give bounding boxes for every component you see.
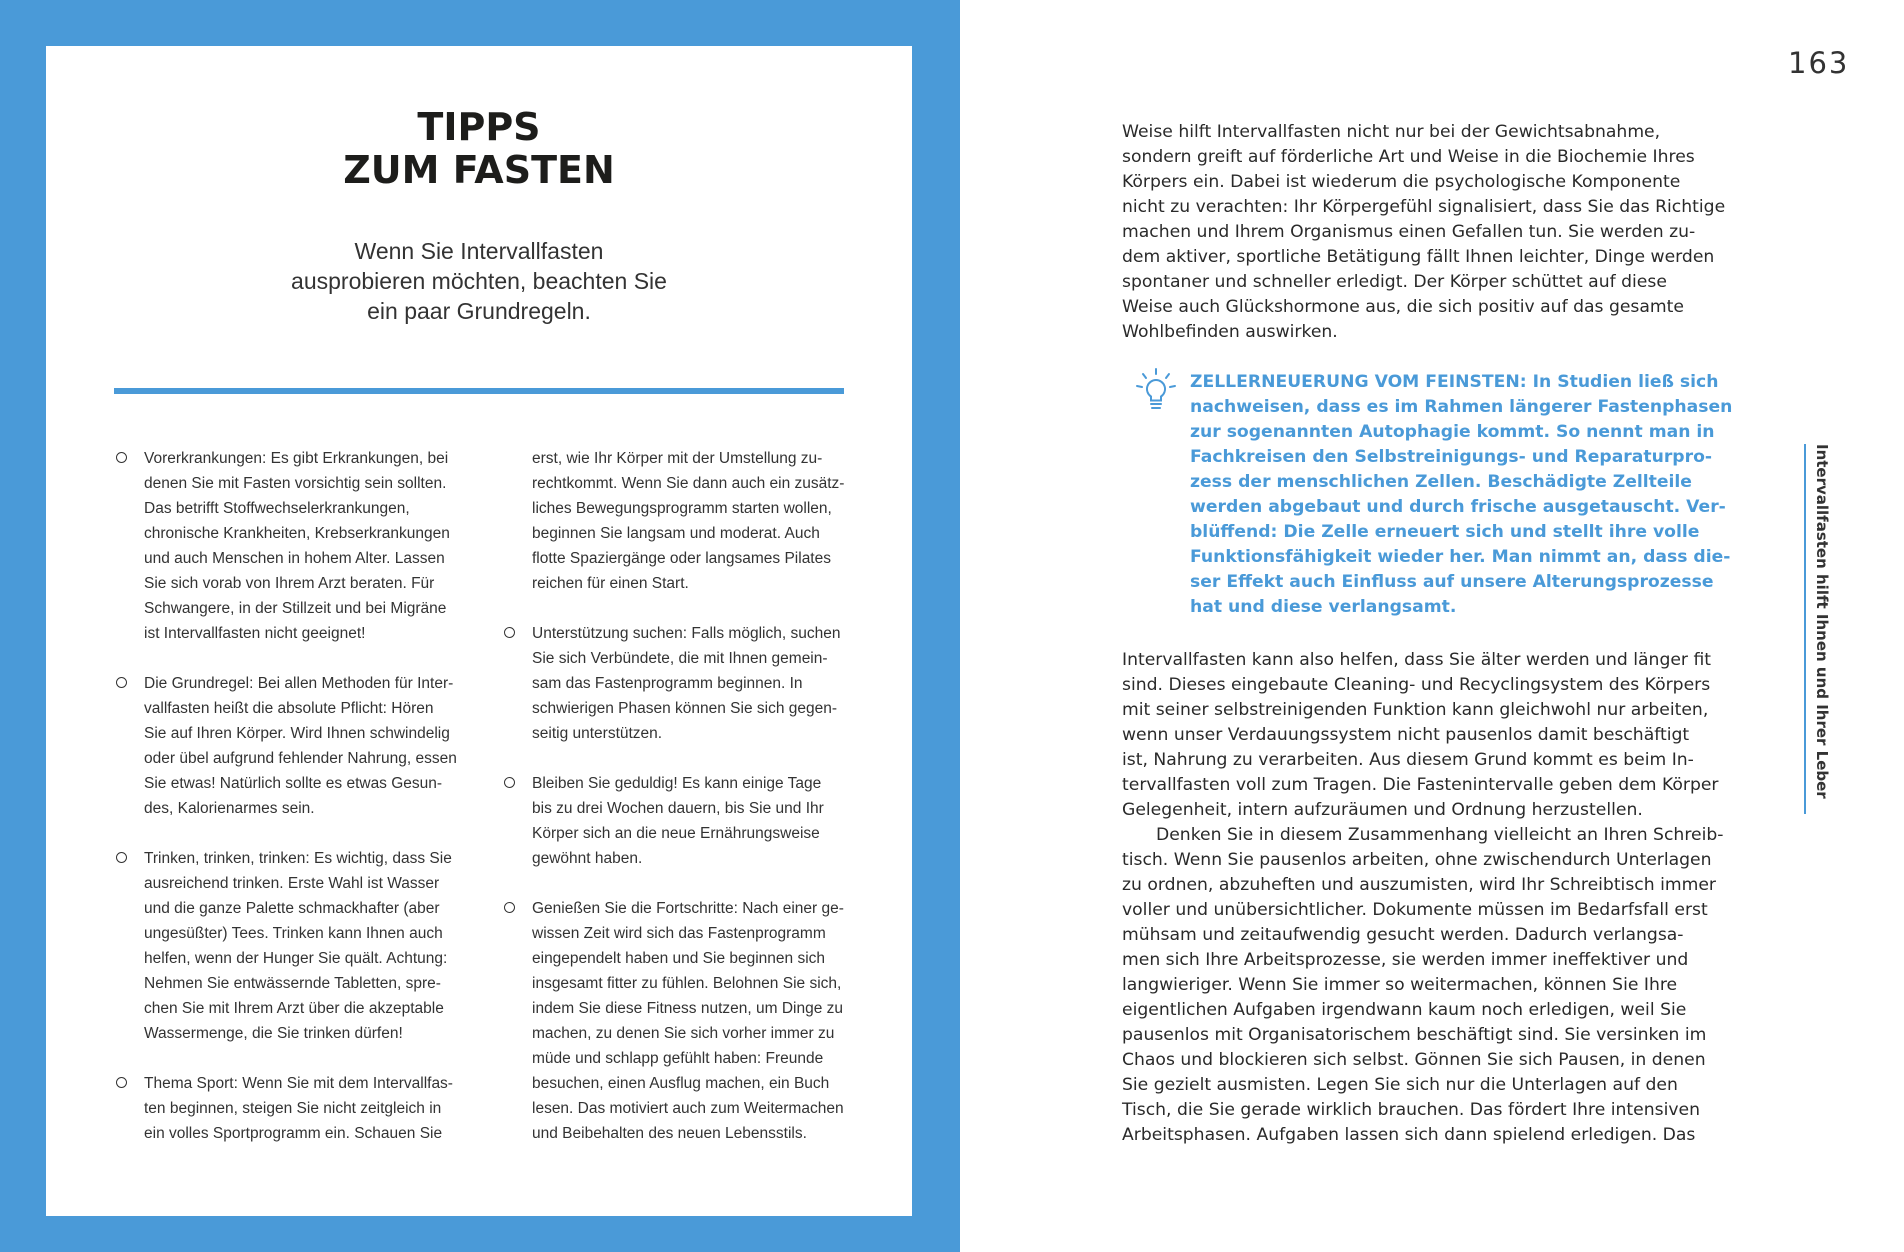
text-line: Weise auch Glückshormone aus, die sich positiv auf das gesamte [1122, 297, 1684, 317]
text-line: ZELLERNEUERUNG VOM FEINSTEN: In Studien ließ sich [1190, 372, 1719, 392]
tip-item [504, 896, 866, 1146]
text-line: ungesüßter) Tees. Trinken kann Ihnen auch [144, 925, 443, 942]
text-line: helfen, wenn der Hunger Sie quält. Achtung: [144, 950, 448, 967]
text-line: mühsam und zeitaufwendig gesucht werden. Dadurch verlangsa- [1122, 925, 1684, 945]
text-line: Körper sich an die neue Ernährungsweise [532, 825, 820, 842]
tips-column-1 [116, 446, 478, 1171]
text-line: und Beibehalten des neuen Lebensstils. [532, 1125, 807, 1142]
text-line: Schwangere, in der Stillzeit und bei Migräne [144, 600, 447, 617]
circle-bullet-icon [116, 452, 127, 463]
tip-item [116, 1071, 478, 1146]
text-line: sind. Dieses eingebaute Cleaning- und Recyclingsystem des Körpers [1122, 675, 1711, 695]
text-line: indem Sie diese Fitness nutzen, um Dinge zu [532, 1000, 844, 1017]
body-paragraph-2 [1122, 648, 1762, 1148]
text-line: zess der menschlichen Zellen. Beschädigte Zellteile [1190, 472, 1692, 492]
tips-intro-line: Wenn Sie Intervallfasten [354, 238, 604, 264]
side-header [1808, 444, 1832, 814]
text-line: Sie etwas! Natürlich sollte es etwas Gesun- [144, 775, 443, 792]
tip-item-continuation [504, 446, 866, 596]
tip-item [116, 446, 478, 646]
text-line: seitig unterstützen. [532, 725, 663, 742]
text-line: oder übel aufgrund fehlender Nahrung, essen [144, 750, 457, 767]
text-line: Funktionsfähigkeit wieder her. Man nimmt an, dass die- [1190, 547, 1731, 567]
text-line: sam das Fastenprogramm beginnen. In [532, 675, 803, 692]
text-line: Intervallfasten kann also helfen, dass Sie älter werden und länger fit [1122, 650, 1712, 670]
text-line: Wohlbefinden auswirken. [1122, 322, 1338, 342]
tips-title [46, 106, 912, 192]
text-line: Arbeitsphasen. Aufgaben lassen sich dann spielend erledigen. Das [1122, 1125, 1696, 1145]
tips-intro-line: ausprobieren möchten, beachten Sie [291, 268, 667, 294]
text-line: Chaos und blockieren sich selbst. Gönnen Sie sich Pausen, in denen [1122, 1050, 1706, 1070]
text-line: erst, wie Ihr Körper mit der Umstellung zu- [532, 450, 823, 467]
tip-item [116, 671, 478, 821]
text-line: wissen Zeit wird sich das Fastenprogramm [532, 925, 826, 942]
text-line: machen, zu denen Sie sich vorher immer zu [532, 1025, 835, 1042]
text-line: des, Kalorienarmes sein. [144, 800, 315, 817]
text-line: Fachkreisen den Selbstreinigungs- und Reparaturpro- [1190, 447, 1713, 467]
text-line: Bleiben Sie geduldig! Es kann einige Tage [532, 775, 822, 792]
tip-item [116, 846, 478, 1046]
text-line: besuchen, einen Ausflug machen, ein Buch [532, 1075, 830, 1092]
tip-item [504, 621, 866, 746]
text-line: reichen für einen Start. [532, 575, 689, 592]
text-line: nachweisen, dass es im Rahmen längerer Fastenphasen [1190, 397, 1733, 417]
tips-column-2 [504, 446, 866, 1171]
side-header-text: Intervallfasten hilft Ihnen und Ihrer Leber [1813, 444, 1831, 799]
text-line: eigentlichen Aufgaben irgendwann kaum noch erledigen, weil Sie [1122, 1000, 1687, 1020]
text-line: bis zu drei Wochen dauern, bis Sie und Ihr [532, 800, 824, 817]
text-line: mit seiner selbstreinigenden Funktion kann gleichwohl nur arbeiten, [1122, 700, 1709, 720]
tips-title-line: ZUM FASTEN [343, 148, 615, 192]
tips-intro [246, 236, 712, 326]
text-line: Gelegenheit, intern aufzuräumen und Ordnung herzustellen. [1122, 800, 1643, 820]
text-line: men sich Ihre Arbeitsprozesse, sie werden immer ineffektiver und [1122, 950, 1689, 970]
text-line: chronische Krankheiten, Krebserkrankungen [144, 525, 450, 542]
text-line: ist, Nahrung zu verarbeiten. Aus diesem Grund kommt es beim In- [1122, 750, 1694, 770]
text-line: und die ganze Palette schmackhafter (aber [144, 900, 440, 917]
text-line: beginnen Sie langsam und moderat. Auch [532, 525, 820, 542]
text-line: Sie sich Verbündete, die mit Ihnen gemein- [532, 650, 828, 667]
text-line: blüffend: Die Zelle erneuert sich und stellt ihre volle [1190, 522, 1700, 542]
text-line: Sie gezielt ausmisten. Legen Sie sich nur die Unterlagen auf den [1122, 1075, 1678, 1095]
circle-bullet-icon [504, 627, 515, 638]
tips-intro-line: ein paar Grundregeln. [367, 298, 591, 324]
text-line: Sie sich vorab von Ihrem Arzt beraten. Für [144, 575, 435, 592]
circle-bullet-icon [116, 677, 127, 688]
text-line: chen Sie mit Ihrem Arzt über die akzeptable [144, 1000, 444, 1017]
text-line: langwieriger. Wenn Sie immer so weitermachen, können Sie Ihre [1122, 975, 1678, 995]
text-line: zu ordnen, abzuheften und auszumisten, wird Ihr Schreibtisch immer [1122, 875, 1717, 895]
tip-item [504, 771, 866, 871]
side-rule [1804, 444, 1806, 814]
text-line: vallfasten heißt die absolute Pflicht: Hören [144, 700, 434, 717]
circle-bullet-icon [504, 902, 515, 913]
text-line: sondern greift auf förderliche Art und Weise in die Biochemie Ihres [1122, 147, 1695, 167]
text-line: spontaner und schneller erledigt. Der Körper schüttet auf diese [1122, 272, 1667, 292]
text-line: Trinken, trinken, trinken: Es wichtig, dass Sie [144, 850, 452, 867]
text-line: lesen. Das motiviert auch zum Weitermachen [532, 1100, 844, 1117]
text-line: flotte Spaziergänge oder langsames Pilates [532, 550, 831, 567]
text-line: Denken Sie in diesem Zusammenhang vielleicht an Ihren Schreib- [1156, 825, 1724, 845]
text-line: und auch Menschen in hohem Alter. Lassen [144, 550, 445, 567]
text-line: zur sogenannten Autophagie kommt. So nennt man in [1190, 422, 1715, 442]
text-line: Thema Sport: Wenn Sie mit dem Intervallfas- [144, 1075, 453, 1092]
text-line: Sie auf Ihren Körper. Wird Ihnen schwindelig [144, 725, 450, 742]
text-line: rechtkommt. Wenn Sie dann auch ein zusätz- [532, 475, 845, 492]
tips-box [46, 46, 912, 1216]
text-line: Genießen Sie die Fortschritte: Nach einer ge- [532, 900, 844, 917]
text-line: Tisch, die Sie gerade wirklich brauchen. Das fördert Ihre intensiven [1122, 1100, 1700, 1120]
text-line: pausenlos mit Organisatorischem beschäftigt sind. Sie versinken im [1122, 1025, 1707, 1045]
text-line: gewöhnt haben. [532, 850, 643, 867]
body-paragraph-1 [1122, 120, 1762, 345]
text-line: Nehmen Sie entwässernde Tabletten, spre- [144, 975, 441, 992]
text-line: Körpers ein. Dabei ist wiederum die psychologische Komponente [1122, 172, 1681, 192]
circle-bullet-icon [504, 777, 515, 788]
text-line: nicht zu verachten: Ihr Körpergefühl signalisiert, dass Sie das Richtige [1122, 197, 1726, 217]
text-line: ist Intervallfasten nicht geeignet! [144, 625, 366, 642]
text-line: insgesamt fitter zu fühlen. Belohnen Sie sich, [532, 975, 842, 992]
text-line: machen und Ihrem Organismus einen Gefallen tun. Sie werden zu- [1122, 222, 1696, 242]
tips-title-line: TIPPS [417, 105, 541, 149]
text-line: schwierigen Phasen können Sie sich gegen- [532, 700, 838, 717]
text-line: tervallfasten voll zum Tragen. Die Fastenintervalle geben dem Körper [1122, 775, 1719, 795]
blue-divider [114, 388, 844, 394]
text-line: dem aktiver, sportliche Betätigung fällt Ihnen leichter, Dinge werden [1122, 247, 1715, 267]
text-line: ser Effekt auch Einfluss auf unsere Alterungsprozesse [1190, 572, 1714, 592]
text-line: tisch. Wenn Sie pausenlos arbeiten, ohne zwischendurch Unterlagen [1122, 850, 1712, 870]
callout-text [1190, 370, 1732, 620]
lightbulb-icon [1134, 368, 1178, 416]
text-line: denen Sie mit Fasten vorsichtig sein sollten. [144, 475, 447, 492]
text-line: ausreichend trinken. Erste Wahl ist Wasser [144, 875, 440, 892]
text-line: Weise hilft Intervallfasten nicht nur bei der Gewichtsabnahme, [1122, 122, 1661, 142]
text-line: ten beginnen, steigen Sie nicht zeitgleich in [144, 1100, 442, 1117]
text-line: Wassermenge, die Sie trinken dürfen! [144, 1025, 403, 1042]
text-line: wenn unser Verdauungssystem nicht pausenlos damit beschäftigt [1122, 725, 1690, 745]
text-line: ein volles Sportprogramm ein. Schauen Sie [144, 1125, 443, 1142]
text-line: hat und diese verlangsamt. [1190, 597, 1457, 617]
page-number: 163 [1788, 46, 1850, 80]
text-line: Unterstützung suchen: Falls möglich, suchen [532, 625, 841, 642]
text-line: Das betrifft Stoffwechselerkrankungen, [144, 500, 410, 517]
circle-bullet-icon [116, 852, 127, 863]
text-line: Die Grundregel: Bei allen Methoden für Inter- [144, 675, 454, 692]
text-line: voller und unübersichtlicher. Dokumente müssen im Bedarfsfall erst [1122, 900, 1708, 920]
circle-bullet-icon [116, 1077, 127, 1088]
text-line: liches Bewegungsprogramm starten wollen, [532, 500, 832, 517]
text-line: werden abgebaut und durch frische ausgetauscht. Ver- [1190, 497, 1726, 517]
text-line: müde und schlapp gefühlt haben: Freunde [532, 1050, 824, 1067]
text-line: Vorerkrankungen: Es gibt Erkrankungen, bei [144, 450, 449, 467]
text-line: eingependelt haben und Sie beginnen sich [532, 950, 826, 967]
